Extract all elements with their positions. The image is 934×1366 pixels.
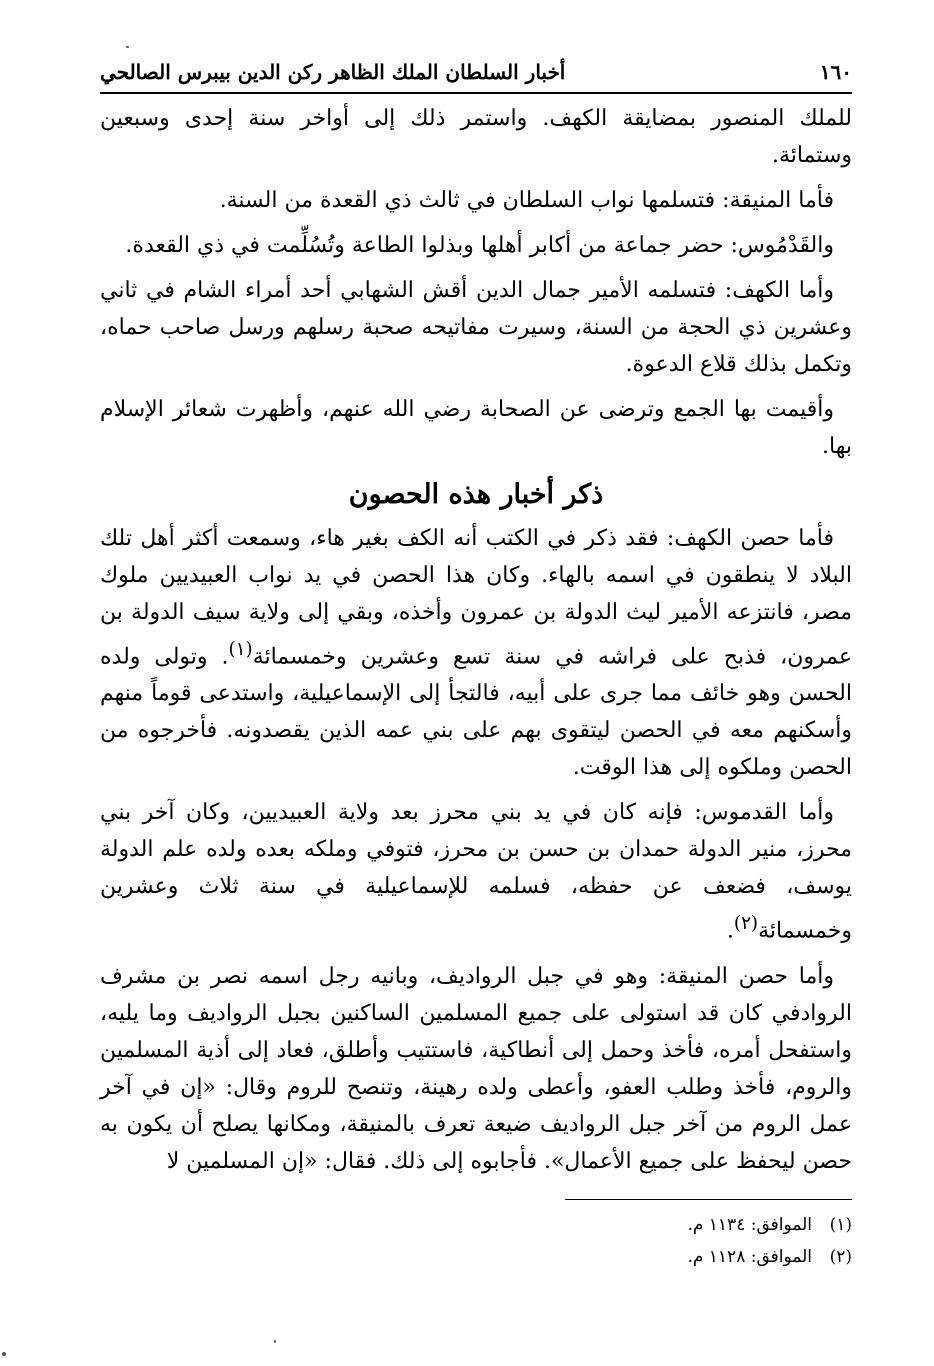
footnote-text: الموافق: ١١٢٨ م.: [687, 1247, 812, 1267]
footnote-marker: (١): [228, 639, 253, 660]
header-rule: [100, 92, 852, 94]
page-number: ١٦٠: [819, 60, 852, 84]
paragraph-qadmus-history: [100, 794, 852, 949]
paragraph-text: فأما حصن الكهف: فقد ذكر في الكتب أنه الكف بغير هاء، وسمعت أكثر أهل تلك البلاد لا ينطقون في اسمه بالهاء. وكان هذا الحصن في يد نواب العبيديين ملوك مصر، فانتزعه الأمير ليث الدولة بن عمرون وأخذه، وبقي إلى ولاية سيف الدولة بن عمرون، فذبح على فراشه في سنة تسع وعشرين وخمسمائة: [100, 526, 852, 670]
paragraph-text: وأما القدموس: فإنه كان في يد بني محرز بعد ولاية العبيديين، وكان آخر بني محرز، منير الدولة حمدان بن حسن بن محرز، فتوفي وملكه بعده ولده علم الدولة يوسف، فضعف عن حفظه، فسلمه للإسماعيلية في سنة ثلاث وعشرين وخمسمائة: [100, 800, 852, 944]
footnote-text: الموافق: ١١٣٤ م.: [687, 1215, 812, 1235]
footnotes: [100, 1209, 852, 1273]
paragraph-continuation: للملك المنصور بمضايقة الكهف. واستمر ذلك إلى أواخر سنة إحدى وسبعين وستمائة.: [100, 106, 852, 168]
paragraph-text: وأما حصن المنيقة: وهو في جبل الرواديف، وبانيه رجل اسمه نصر بن مشرف الروادفي كان قد استولى على جميع المسلمين الساكنين بجبل الرواديف وما يليه، واستفحل أمره، فأخذ وحمل إلى أنطاكية، فاستتيب وأطلق، فعاد إلى أذية المسلمين والروم، فأخذ وطلب العفو، وأعطى ولده رهينة، وتنصح للروم وقال: «إن في آخر عمل الروم من آخر جبل الرواديف ضيعة تعرف بالمنيقة، ومكانها يصلح أن يكون به حصن ليحفظ على جميع الأعمال». فأجابوه إلى ذلك. فقال: «إن المسلمين لا: [100, 963, 852, 1174]
footnote-rule: [565, 1199, 852, 1200]
running-title: أخبار السلطان الملك الظاهر ركن الدين بيبرس الصالحي: [100, 60, 566, 84]
paragraph-munayqa: فأما المنيقة: فتسلمها نواب السلطان في ثالث ذي القعدة من السنة.: [219, 188, 834, 213]
paragraph-kahf: وأما الكهف: فتسلمه الأمير جمال الدين أقش الشهابي أحد أمراء الشام في ثاني وعشرين ذي الحجة من السنة، وسيرت مفاتيحه صحبة رسلهم ورسل صاحب حماه، وتكمل بذلك قلاع الدعوة.: [100, 278, 852, 377]
scan-speck: [126, 46, 129, 48]
paragraph-munayqa-history: [100, 958, 852, 1180]
book-page: [100, 60, 852, 1188]
paragraph-kahf-history: [100, 520, 852, 786]
footnote-item: [100, 1209, 852, 1241]
scan-speck: [2, 1352, 6, 1356]
footnote-number: (١): [829, 1215, 852, 1235]
paragraph-text: . وتولى ولده الحسن وهو خائف مما جرى على أبيه، فالتجأ إلى الإسماعيلية، واستدعى قوماً منهم وأسكنهم معه في الحصن ليتقوى بهم على بني عمه الذين يقصدونه. فأخرجوه من الحصن وملكوه إلى هذا الوقت.: [100, 644, 852, 781]
footnote-item: [100, 1241, 852, 1273]
footnote-marker: (٢): [733, 913, 759, 935]
footnote-number: (٢): [829, 1247, 852, 1267]
paragraph-qadmus: والقَدْمُوس: حضر جماعة من أكابر أهلها وبذلوا الطاعة وتُسُلِّمت في ذي القعدة.: [125, 233, 834, 258]
running-header: [100, 60, 852, 90]
scan-speck: [274, 1340, 276, 1343]
section-heading: ذكر أخبار هذه الحصون: [348, 479, 604, 510]
paragraph-friday-prayers: وأقيمت بها الجمع وترضى عن الصحابة رضي الله عنهم، وأظهرت شعائر الإسلام بها.: [100, 397, 852, 459]
paragraph-text: .: [726, 918, 734, 944]
